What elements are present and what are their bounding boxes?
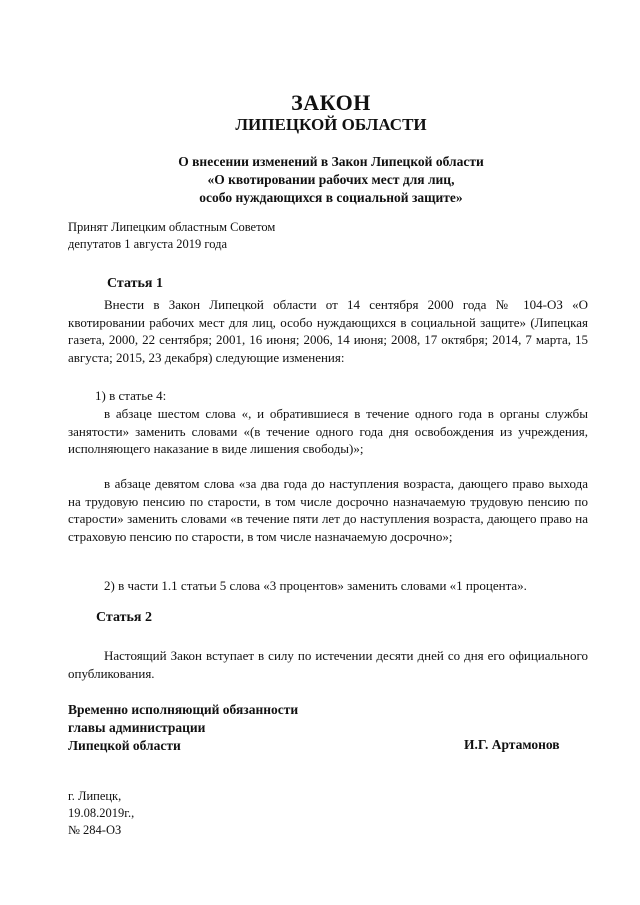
signature-line: Временно исполняющий обязанности: [68, 702, 299, 717]
law-region: ЛИПЕЦКОЙ ОБЛАСТИ: [235, 115, 427, 134]
adoption-note: [68, 219, 468, 253]
article-1-heading: Статья 1: [107, 276, 163, 291]
law-title: ЗАКОН: [291, 90, 371, 115]
article-1-item-1: 1) в статье 4:: [95, 388, 167, 403]
footer-number: № 284-ОЗ: [68, 823, 122, 837]
subject-line: особо нуждающихся в социальной защите»: [199, 190, 463, 205]
article-2-text: Настоящий Закон вступает в силу по истечении десяти дней со дня его официального опубликования.: [68, 648, 588, 681]
signature-line: главы администрации: [68, 720, 206, 735]
subject-line: О внесении изменений в Закон Липецкой области: [178, 154, 484, 169]
article-1-subitem-2: в абзаце девятом слова «за два года до наступления возраста, дающего право выхода на трудовую пенсию по старости, в том числе досрочно назначаемую трудовую пенсию по старости» заменить словами «в течение пяти лет до наступления возраста, дающего право на страховую пенсию по старости, в том числе назначаемую досрочно»;: [68, 476, 588, 544]
article-2-heading: Статья 2: [96, 610, 152, 625]
adoption-line: депутатов 1 августа 2019 года: [68, 237, 228, 251]
document-footer: [68, 788, 134, 839]
footer-date: 19.08.2019г.,: [68, 806, 135, 820]
article-1-item-2: 2) в части 1.1 статьи 5 слова «3 процентов» заменить словами «1 процента».: [104, 578, 527, 593]
article-1-subitem-1: в абзаце шестом слова «, и обратившиеся в течение одного года в органы службы занятости» заменить словами «(в течение одного года дня освобождения из учреждения, исполняющего наказание в виде лишения свободы)»;: [68, 406, 588, 456]
signature-line: Липецкой области: [68, 738, 181, 753]
article-1-intro: Внести в Закон Липецкой области от 14 сентября 2000 года № 104-ОЗ «О квотировании рабочих мест для лиц, особо нуждающихся в социальной защите» (Липецкая газета, 2000, 22 сентября; 2001, 16 июня; 2006, 14 июня; 2008, 17 октября; 2014, 7 марта, 15 августа; 2015, 23 декабря) следующие изменения:: [68, 297, 588, 365]
signer-name: И.Г. Артамонов: [464, 737, 560, 752]
signature-block: [68, 701, 368, 755]
footer-city: г. Липецк,: [68, 789, 122, 803]
subject-line: «О квотировании рабочих мест для лиц,: [207, 172, 455, 187]
law-subject: [0, 153, 640, 207]
adoption-line: Принят Липецким областным Советом: [68, 220, 276, 234]
